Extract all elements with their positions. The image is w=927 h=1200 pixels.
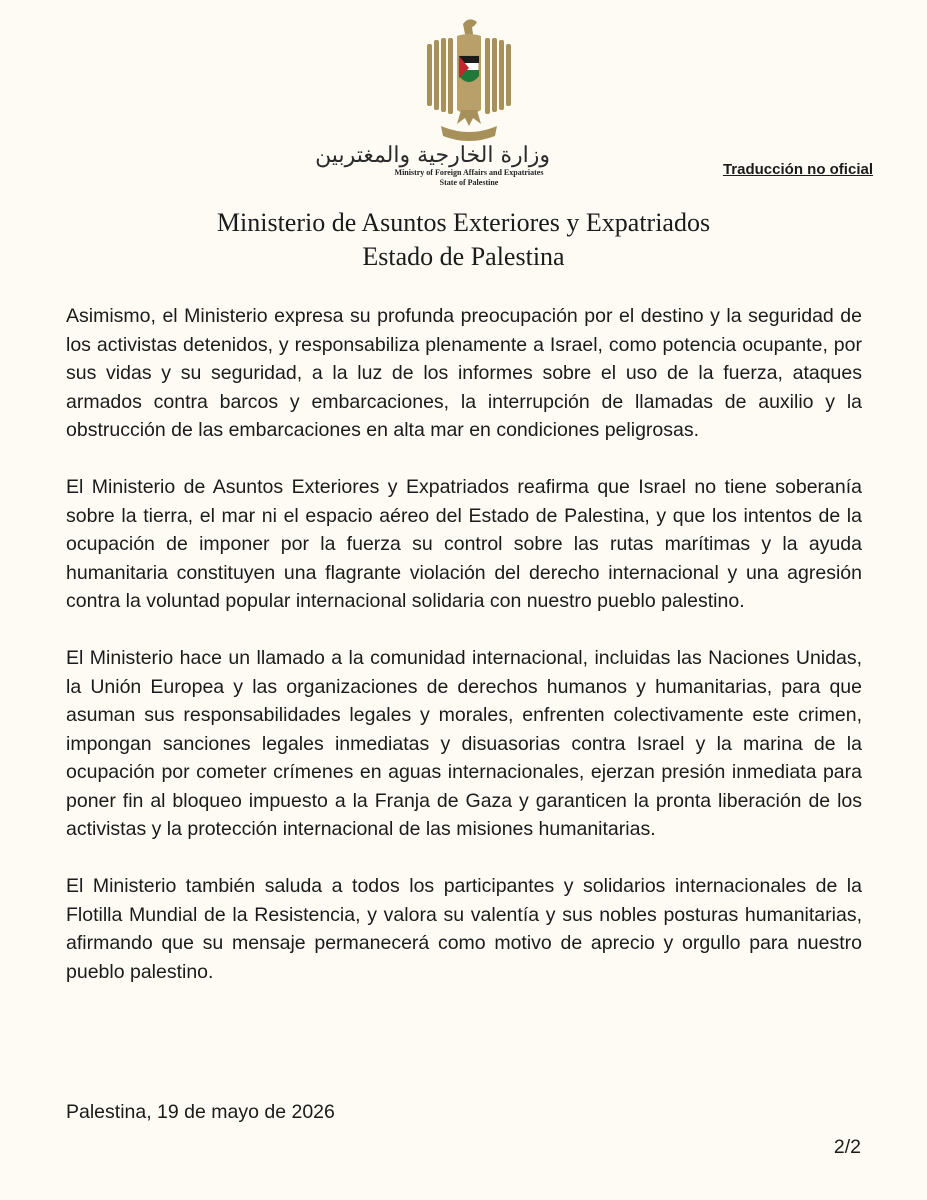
document-body bbox=[66, 302, 862, 1015]
body-paragraph: El Ministerio hace un llamado a la comunidad internacional, incluidas las Naciones Unidas, la Unión Europea y las organizaciones de derechos humanos y humanitarias, para que asuman sus responsabilidades legales y morales, enfrenten colectivamente este crimen, impongan sanciones legales inmediatas y disuasorias contra Israel y la marina de la ocupación por cometer crímenes en aguas internacionales, ejerzan presión inmediata para poner fin al bloqueo impuesto a la Franja de Gaza y garanticen la pronta liberación de los activistas y la protección internacional de las misiones humanitarias. bbox=[66, 647, 862, 840]
ministry-english-name: Ministry of Foreign Affairs and Expatriates bbox=[394, 168, 544, 177]
document-title bbox=[0, 206, 927, 274]
ministry-arabic-name: وزارة الخارجية والمغتربين bbox=[315, 143, 550, 168]
state-english-name: State of Palestine bbox=[439, 178, 499, 187]
page-number: 2/2 bbox=[833, 1136, 861, 1158]
body-paragraph: Asimismo, el Ministerio expresa su profunda preocupación por el destino y la seguridad de los activistas detenidos, y responsabiliza plenamente a Israel, como potencia ocupante, por sus vidas y su seguridad, a la luz de los informes sobre el uso de la fuerza, ataques armados contra barcos y embarcaciones, la interrupción de llamadas de auxilio y la obstrucción de las embarcaciones en alta mar en condiciones peligrosas. bbox=[66, 305, 862, 441]
date-line: Palestina, 19 de mayo de 2026 bbox=[66, 1101, 335, 1123]
title-line-1: Ministerio de Asuntos Exteriores y Expatriados bbox=[216, 208, 711, 237]
body-paragraph: El Ministerio de Asuntos Exteriores y Expatriados reafirma que Israel no tiene soberanía sobre la tierra, el mar ni el espacio aéreo del Estado de Palestina, y que los intentos de la ocupación de imponer por la fuerza su control sobre las rutas marítimas y la ayuda humanitaria constituyen una flagrante violación del derecho internacional y una agresión contra la voluntad popular internacional solidaria con nuestro pueblo palestino. bbox=[66, 476, 862, 612]
body-paragraph: El Ministerio también saluda a todos los participantes y solidarios internacionales de la Flotilla Mundial de la Resistencia, y valora su valentía y sus nobles posturas humanitarias, afirmando que su mensaje permanecerá como motivo de aprecio y orgullo para nuestro pueblo palestino. bbox=[66, 875, 862, 983]
unofficial-translation-label: Traducción no oficial bbox=[722, 161, 873, 178]
ministry-emblem-block bbox=[315, 14, 550, 188]
title-line-2: Estado de Palestina bbox=[362, 242, 565, 271]
eagle-emblem-icon bbox=[419, 14, 519, 144]
